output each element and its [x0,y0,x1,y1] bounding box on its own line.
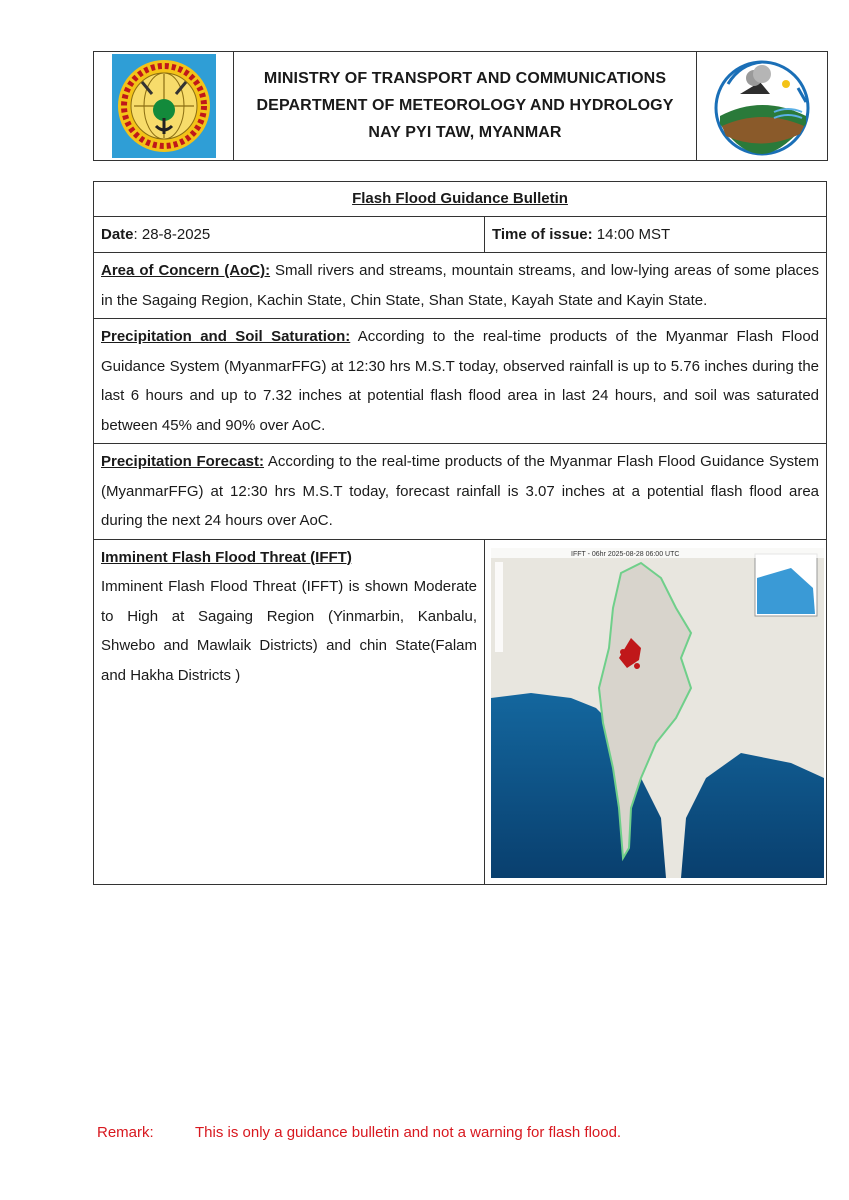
ifft-cell [94,539,485,884]
ifft-text: Imminent Flash Flood Threat (IFFT) is shown Moderate to High at Sagaing Region (Yinmarbin, Kanbalu, Shwebo and Mawlaik Districts) and chin State(Falam and Hakha Districts ) [101,578,477,684]
precip-text: According to the real-time products of the Myanmar Flash Flood Guidance System (MyanmarFFG) at 12:30 hrs M.S.T today, observed rainfall is up to 5.76 inches during the last 6 hours and up to 7.32 inches at potential flash flood area in last 24 hours, and soil was saturated between 45% and 90% over AoC. [101,328,820,434]
aoc-label: Area of Concern (AoC): [101,262,271,279]
bulletin-title: Flash Flood Guidance Bulletin [94,182,827,217]
ministry-logo-cell [94,52,234,160]
map-header-text: IFFT - 06hr 2025-08-28 06:00 UTC [571,550,680,558]
time-value: 14:00 MST [592,225,671,243]
ifft-map [491,548,824,878]
hydrology-emblem-icon [710,54,814,158]
aoc-text: Small rivers and streams, mountain streams, and low-lying areas of some places in the Sagaing Region, Kachin State, Chin State, Shan State, Kayah State and Kayin State. [101,262,820,309]
date-value: : 28-8-2025 [133,225,211,243]
area-of-concern [94,253,827,319]
department-name: DEPARTMENT OF METEOROLOGY AND HYDROLOGY [256,97,674,114]
precip-label: Precipitation and Soil Saturation: [101,328,351,345]
forecast-label: Precipitation Forecast: [101,453,265,470]
ifft-map-cell [485,539,827,884]
date-label: Date [101,225,134,243]
letterhead-text [234,52,696,160]
ministry-name: MINISTRY OF TRANSPORT AND COMMUNICATIONS [263,70,667,87]
time-label: Time of issue: [492,225,593,243]
bulletin-table [93,181,827,885]
remark-text: This is only a guidance bulletin and not a warning for flash flood. [195,1124,622,1141]
ministry-emblem-icon [112,54,216,158]
time-cell [485,216,827,253]
remark-label: Remark: [97,1124,154,1141]
forecast-text: According to the real-time products of the Myanmar Flash Flood Guidance System (MyanmarFFG) at 12:30 hrs M.S.T today, forecast rainfall is 3.07 inches at a potential flash flood area during the next 24 hours over AoC. [101,453,820,529]
letterhead [93,51,828,161]
precipitation-soil-saturation [94,319,827,444]
ifft-label: Imminent Flash Flood Threat (IFFT) [101,548,352,566]
date-cell [94,216,485,253]
dmh-logo-cell [696,52,827,160]
precipitation-forecast [94,444,827,540]
location: NAY PYI TAW, MYANMAR [368,124,562,141]
remark [97,1124,621,1141]
ifft-map-image [491,548,824,878]
